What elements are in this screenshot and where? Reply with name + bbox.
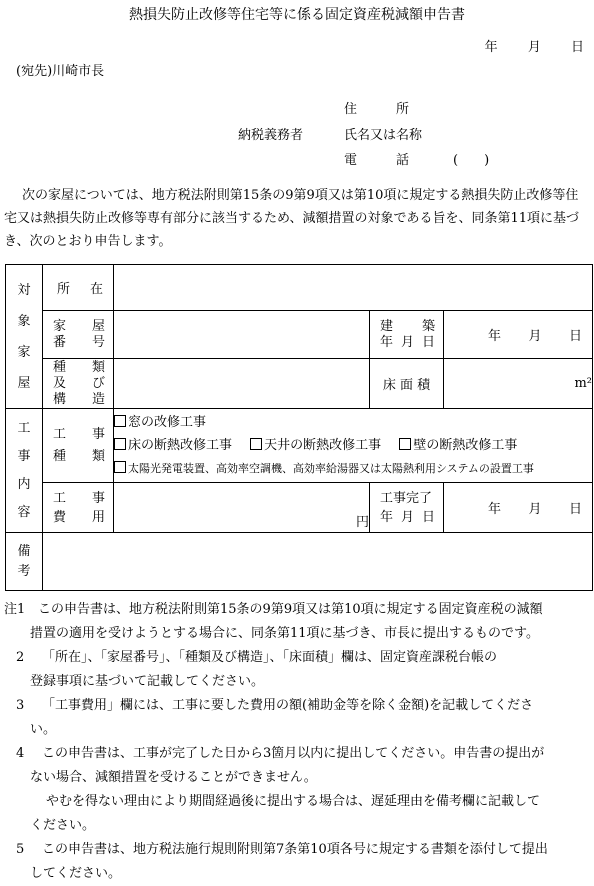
floor-area-field[interactable] <box>444 359 593 409</box>
location-field[interactable] <box>114 265 593 311</box>
date-line <box>459 36 584 55</box>
date-day: 日 <box>570 40 584 55</box>
form-title: 熱損失防止改修等住宅等に係る固定資産税減額申告書 <box>129 7 465 23</box>
notes-section <box>4 598 594 886</box>
declaration-table <box>5 264 593 591</box>
date-year: 年 <box>484 40 498 55</box>
location-label: 所 在 <box>43 265 114 311</box>
addressee: (宛先)川崎市長 <box>16 64 105 79</box>
checkbox-wall[interactable] <box>399 438 411 450</box>
built-date-label: 建 築 年 月 日 <box>370 311 444 359</box>
remarks-field[interactable] <box>43 533 593 591</box>
taxpayer-label: 納税義務者 <box>238 128 304 143</box>
floor-area-label: 床 面 積 <box>370 359 444 409</box>
type-structure-field[interactable] <box>114 359 370 409</box>
yen-unit: 円 <box>355 515 369 530</box>
note-2: 2 「所在」、「家屋番号」、「種類及び構造」、「床面積」欄は、固定資産課税台帳の 登録事項に基づいて記載してください。 <box>16 650 498 689</box>
checkbox-window[interactable] <box>114 415 126 427</box>
completion-date-field[interactable]: 年 月 日 <box>444 483 593 533</box>
phone-paren: ( ) <box>453 153 490 168</box>
house-number-field[interactable] <box>114 311 370 359</box>
taxpayer-phone-label: 電 話 ( ) <box>344 153 490 168</box>
house-number-label: 家 屋 番 号 <box>43 311 114 359</box>
date-month: 月 <box>527 40 541 55</box>
note-5: 5 この申告書は、地方税法施行規則附則第7条第10項各号に規定する書類を添付して提出 してください。 <box>16 842 548 881</box>
work-type-options: 窓の改修工事 床の断熱改修工事 天井の断熱改修工事 壁の断熱改修工事 太陽光発電装置、高効率空調機、高効率給湯器又は太陽熱利用システムの設置工事 <box>114 409 593 483</box>
taxpayer-name-label: 氏名又は名称 <box>344 128 423 143</box>
intro-paragraph: 次の家屋については、地方税法附則第15条の9第9項又は第10項に規定する熱損失防止改修等住宅又は熱損失防止改修等専有部分に該当するため、減額措置の対象である旨を、同条第11項に基づき、次のとおり申告します。 <box>4 188 580 249</box>
built-date-field[interactable]: 年 月 日 <box>444 311 593 359</box>
taxpayer-address-label: 住 所 <box>344 102 410 117</box>
completion-date-label: 工事完了 年 月 日 <box>370 483 444 533</box>
work-type-label: 工 事 種 類 <box>43 409 114 483</box>
checkbox-solar[interactable] <box>114 461 126 473</box>
remarks-header: 備 考 <box>6 533 43 591</box>
note-3: 3 「工事費用」欄には、工事に要した費用の額(補助金等を除く金額)を記載してくださ い。 <box>16 698 534 737</box>
note-1: 注1 この申告書は、地方税法附則第15条の9第9項又は第10項に規定する固定資産税の減額 措置の適用を受けようとする場合に、同条第11項に基づき、市長に提出するものです。 <box>4 602 543 641</box>
work-header: 工 事 内 容 <box>6 409 43 533</box>
checkbox-ceiling[interactable] <box>250 438 262 450</box>
type-structure-label: 種 類 及 び 構 造 <box>43 359 114 409</box>
work-cost-label: 工 事 費 用 <box>43 483 114 533</box>
work-cost-field[interactable] <box>114 483 370 533</box>
building-header: 対 象 家 屋 <box>6 265 43 409</box>
square-meter-unit: m² <box>574 376 593 391</box>
checkbox-floor[interactable] <box>114 438 126 450</box>
note-4: 4 この申告書は、工事が完了した日から3箇月以内に提出してください。申告書の提出が ない場合、減額措置を受けることができません。 やむを得ない理由により期間経過後に提出する場合は、遅延理由を備考欄に記載して ください。 <box>16 746 545 833</box>
